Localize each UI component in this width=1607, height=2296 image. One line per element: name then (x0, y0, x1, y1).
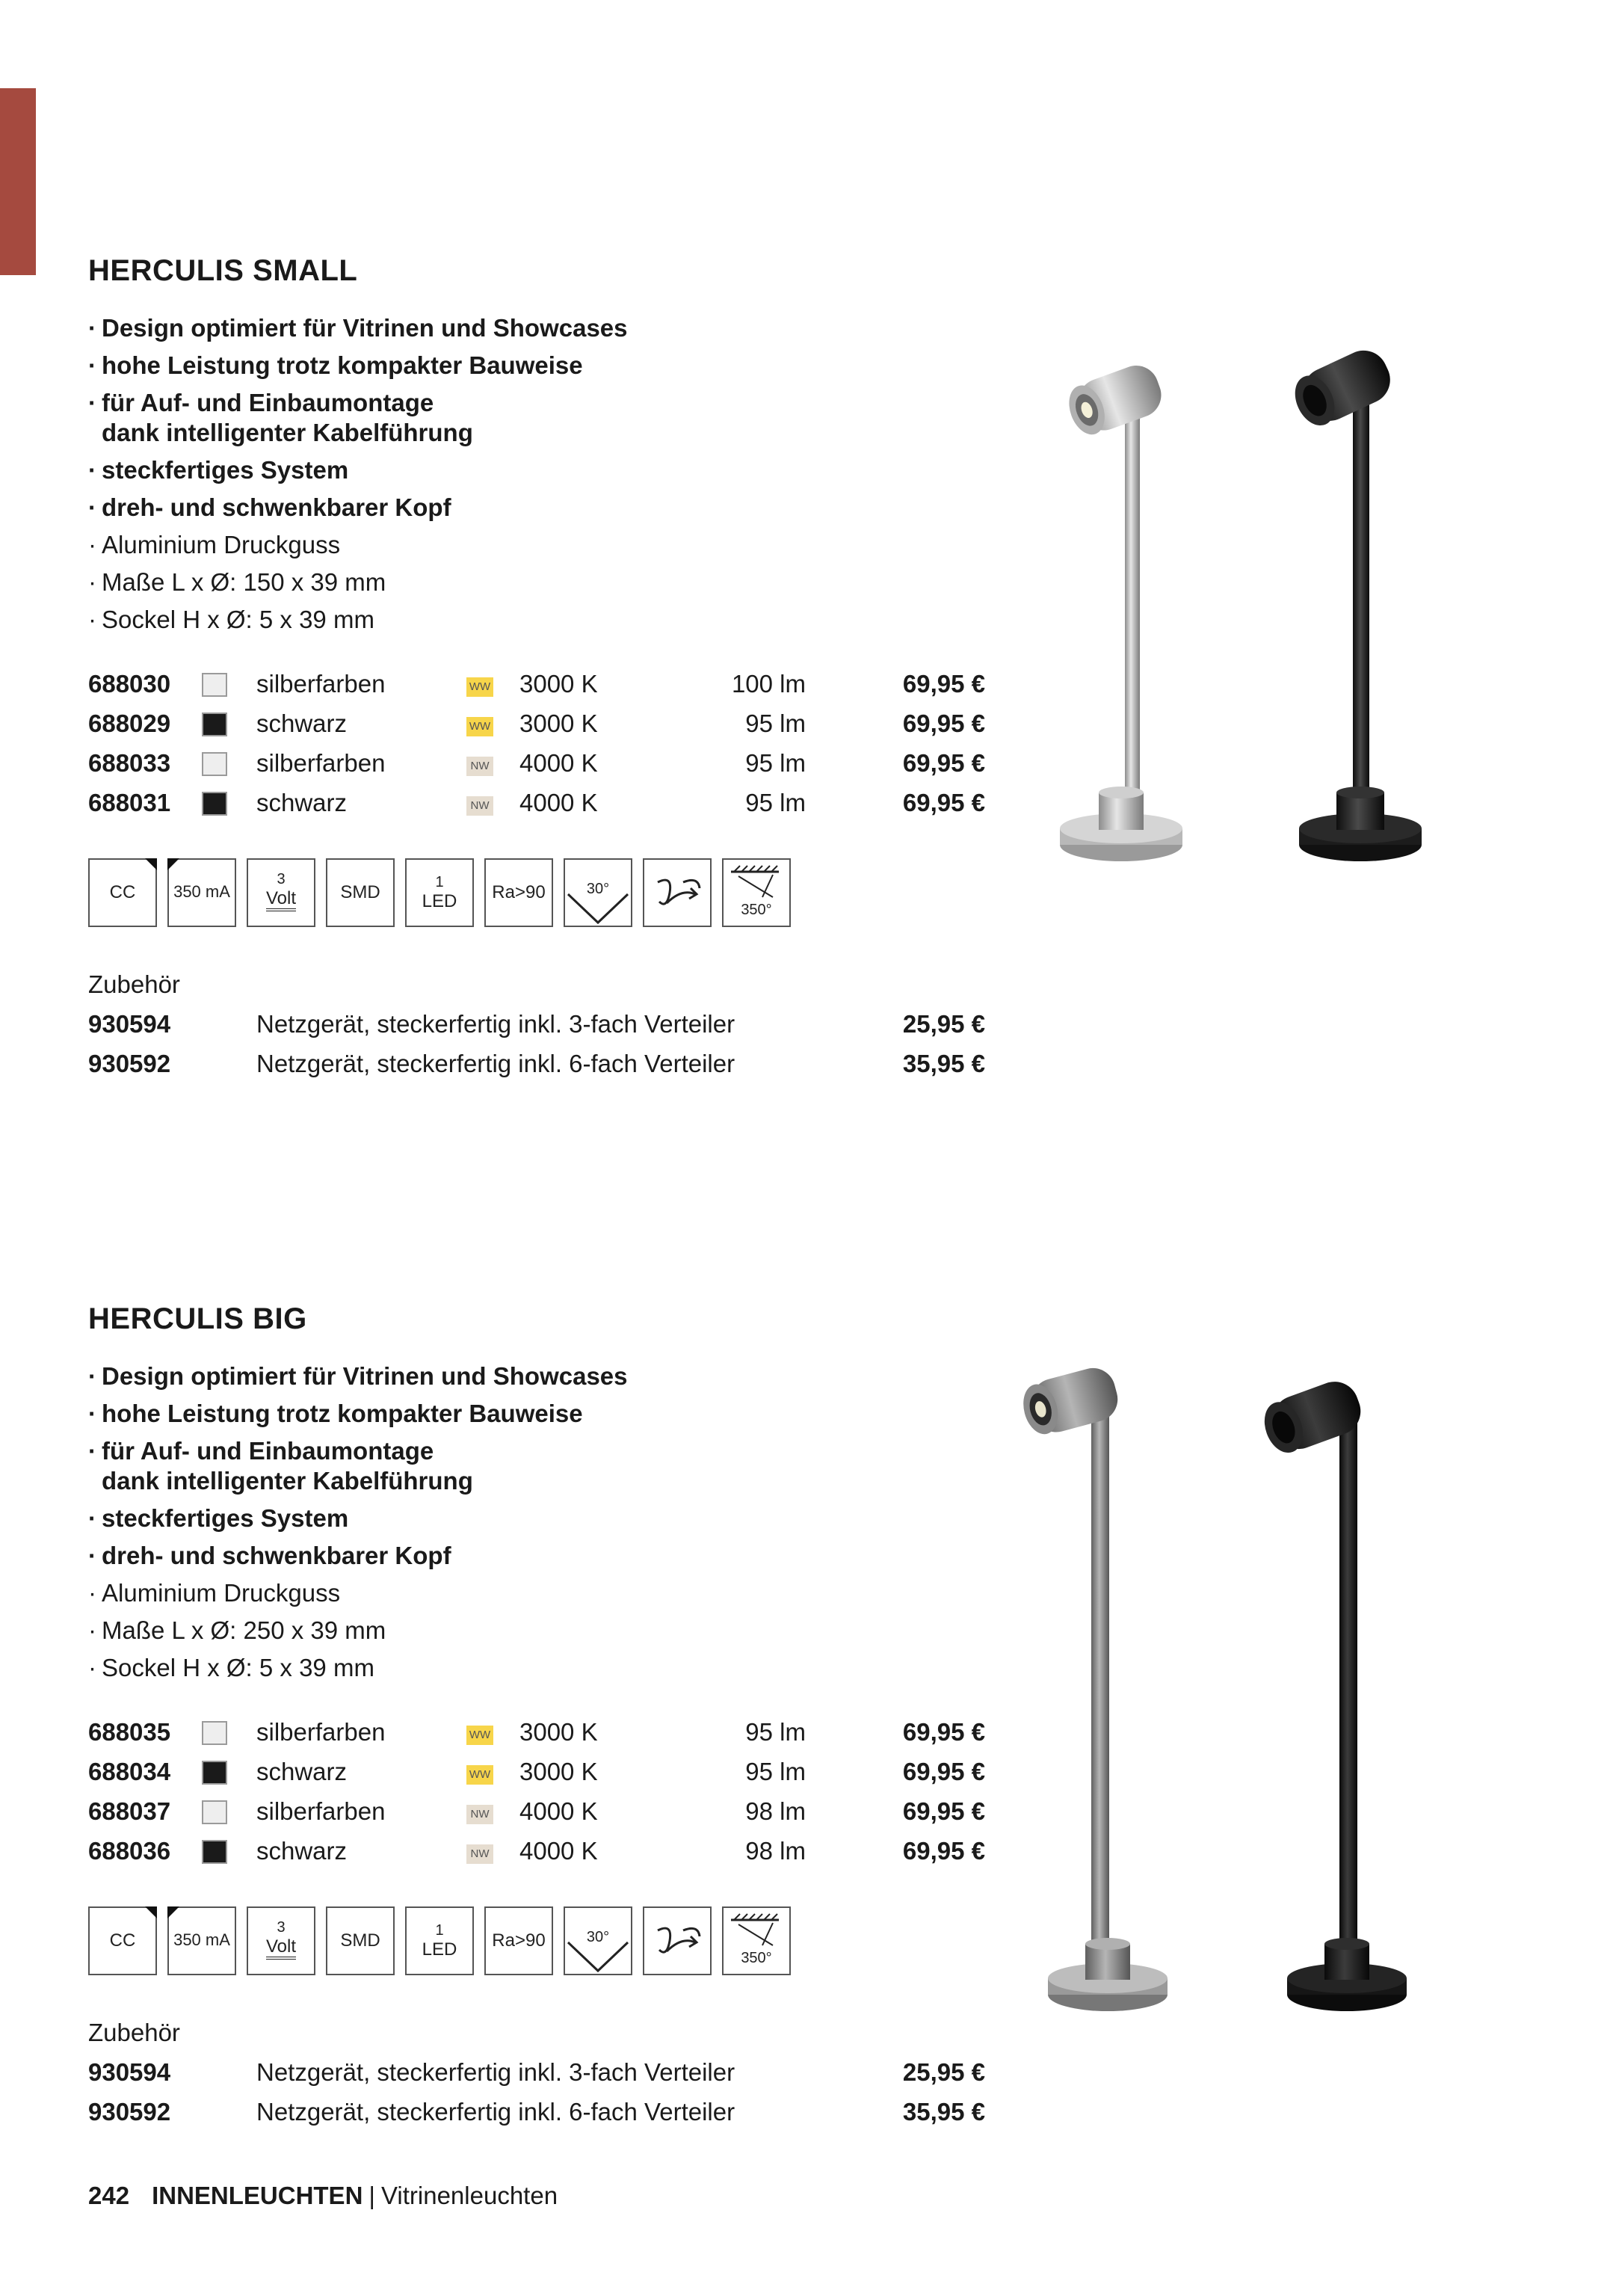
feature-item: · hohe Leistung trotz kompakter Bauweise (88, 1400, 583, 1427)
page-number: 242 (88, 2182, 130, 2209)
price: 69,95 € (902, 670, 985, 698)
article-number: 688031 (88, 789, 171, 816)
current-350ma-icon: 350 mA (167, 1906, 236, 1975)
price: 69,95 € (902, 1837, 985, 1865)
rotation-350-icon: 350° (722, 858, 791, 927)
color-temperature: 4000 K (519, 1837, 598, 1865)
luminous-flux: 95 lm (745, 1718, 806, 1746)
finish-label: silberfarben (256, 1797, 386, 1825)
luminous-flux: 98 lm (745, 1797, 806, 1825)
smd-icon: SMD (326, 858, 395, 927)
smd-icon: SMD (326, 1906, 395, 1975)
finish-label: schwarz (256, 789, 348, 816)
color-temp-badge: NW (466, 1805, 493, 1824)
color-swatch (202, 1721, 227, 1745)
feature-item: · für Auf- und Einbaumontage dank intelligenter Kabelführung (88, 1437, 473, 1495)
feature-item: · Maße L x Ø: 250 x 39 mm (88, 1616, 386, 1644)
luminous-flux: 100 lm (731, 670, 806, 698)
article-number: 688037 (88, 1797, 171, 1825)
accessory-description: Netzgerät, steckerfertig inkl. 3-fach Verteiler (256, 2058, 735, 2086)
feature-item: · hohe Leistung trotz kompakter Bauweise (88, 351, 583, 379)
accessory-description: Netzgerät, steckerfertig inkl. 6-fach Verteiler (256, 1050, 735, 1077)
feature-item: · Design optimiert für Vitrinen und Showcases (88, 1362, 628, 1390)
color-temp-badge: NW (466, 1844, 493, 1864)
finish-label: schwarz (256, 710, 348, 737)
price: 25,95 € (902, 1010, 985, 1038)
feature-item: · Sockel H x Ø: 5 x 39 mm (88, 606, 374, 633)
luminous-flux: 95 lm (745, 710, 806, 737)
price: 69,95 € (902, 1718, 985, 1746)
section-title: HERCULIS SMALL (88, 254, 358, 287)
feature-item: · dreh- und schwenkbarer Kopf (88, 493, 451, 521)
feature-item: · steckfertiges System (88, 456, 349, 484)
color-swatch (202, 792, 227, 816)
voltage-3v-icon: 3 Volt (247, 858, 315, 927)
article-number: 688033 (88, 749, 171, 777)
color-temp-badge: NW (466, 757, 493, 776)
page-footer (88, 2182, 558, 2210)
color-temperature: 3000 K (519, 1718, 598, 1746)
product-row (88, 1712, 985, 1752)
rotate-swivel-icon (643, 858, 712, 927)
product-photo-herculis-small (1031, 329, 1450, 882)
article-number: 688029 (88, 710, 171, 737)
color-temperature: 4000 K (519, 749, 598, 777)
feature-item: · steckfertiges System (88, 1504, 349, 1532)
feature-list (88, 310, 910, 638)
feature-list (88, 1358, 910, 1687)
finish-label: silberfarben (256, 749, 386, 777)
color-temperature: 3000 K (519, 710, 598, 737)
luminous-flux: 95 lm (745, 749, 806, 777)
feature-item: · Design optimiert für Vitrinen und Showcases (88, 314, 628, 342)
product-row (88, 1791, 985, 1831)
color-temp-badge: WW (466, 717, 493, 736)
color-swatch (202, 713, 227, 736)
article-number: 688036 (88, 1837, 171, 1865)
color-swatch (202, 673, 227, 697)
color-temp-badge: WW (466, 1726, 493, 1745)
accessory-row (88, 2052, 985, 2092)
color-temperature: 4000 K (519, 789, 598, 816)
color-swatch (202, 1800, 227, 1824)
accessory-description: Netzgerät, steckerfertig inkl. 6-fach Verteiler (256, 2098, 735, 2126)
color-swatch (202, 752, 227, 776)
product-row (88, 1752, 985, 1791)
cri-icon: Ra>90 (484, 858, 553, 927)
current-350ma-icon: 350 mA (167, 858, 236, 927)
rotate-swivel-icon (643, 1906, 712, 1975)
product-row (88, 783, 985, 822)
feature-item: · Aluminium Druckguss (88, 1579, 341, 1607)
accessory-description: Netzgerät, steckerfertig inkl. 3-fach Verteiler (256, 1010, 735, 1038)
feature-item: · dreh- und schwenkbarer Kopf (88, 1542, 451, 1569)
constant-current-icon: CC (88, 1906, 157, 1975)
accessories-label: Zubehör (88, 970, 180, 998)
price: 25,95 € (902, 2058, 985, 2086)
constant-current-icon: CC (88, 858, 157, 927)
feature-item: · für Auf- und Einbaumontage dank intelligenter Kabelführung (88, 389, 473, 446)
article-number: 930594 (88, 1010, 171, 1038)
color-temperature: 4000 K (519, 1797, 598, 1825)
footer-category: INNENLEUCHTEN (152, 2182, 363, 2209)
price: 69,95 € (902, 749, 985, 777)
finish-label: silberfarben (256, 670, 386, 698)
finish-label: schwarz (256, 1758, 348, 1785)
chapter-tab-marker (0, 88, 36, 275)
footer-separator: | (368, 2182, 375, 2209)
color-temp-badge: WW (466, 677, 493, 697)
article-number: 930592 (88, 1050, 171, 1077)
feature-item: · Maße L x Ø: 150 x 39 mm (88, 568, 386, 596)
cri-icon: Ra>90 (484, 1906, 553, 1975)
accessory-row (88, 1004, 985, 1044)
product-row (88, 664, 985, 704)
feature-item: · Sockel H x Ø: 5 x 39 mm (88, 1654, 374, 1681)
color-temp-badge: WW (466, 1765, 493, 1785)
article-number: 688034 (88, 1758, 171, 1785)
led-count-icon: 1 LED (405, 1906, 474, 1975)
finish-label: schwarz (256, 1837, 348, 1865)
section-title: HERCULIS BIG (88, 1302, 307, 1335)
price: 35,95 € (902, 2098, 985, 2126)
color-temp-badge: NW (466, 796, 493, 816)
accessory-row (88, 2092, 985, 2132)
article-number: 688030 (88, 670, 171, 698)
feature-item: · Aluminium Druckguss (88, 531, 341, 558)
price: 35,95 € (902, 1050, 985, 1077)
accessories-label: Zubehör (88, 2019, 180, 2046)
led-count-icon: 1 LED (405, 858, 474, 927)
product-row (88, 704, 985, 743)
price: 69,95 € (902, 1758, 985, 1785)
color-swatch (202, 1761, 227, 1785)
accessory-row (88, 1044, 985, 1083)
article-number: 688035 (88, 1718, 171, 1746)
beam-angle-icon: 30° (564, 1906, 632, 1975)
luminous-flux: 98 lm (745, 1837, 806, 1865)
price: 69,95 € (902, 1797, 985, 1825)
finish-label: silberfarben (256, 1718, 386, 1746)
article-number: 930592 (88, 2098, 171, 2126)
product-row (88, 743, 985, 783)
price: 69,95 € (902, 789, 985, 816)
luminous-flux: 95 lm (745, 789, 806, 816)
product-row (88, 1831, 985, 1871)
color-temperature: 3000 K (519, 670, 598, 698)
rotation-350-icon: 350° (722, 1906, 791, 1975)
color-swatch (202, 1840, 227, 1864)
product-photo-herculis-big (1002, 1346, 1450, 2034)
color-temperature: 3000 K (519, 1758, 598, 1785)
beam-angle-icon: 30° (564, 858, 632, 927)
voltage-3v-icon: 3 Volt (247, 1906, 315, 1975)
article-number: 930594 (88, 2058, 171, 2086)
footer-subcategory: Vitrinenleuchten (380, 2182, 558, 2209)
price: 69,95 € (902, 710, 985, 737)
luminous-flux: 95 lm (745, 1758, 806, 1785)
